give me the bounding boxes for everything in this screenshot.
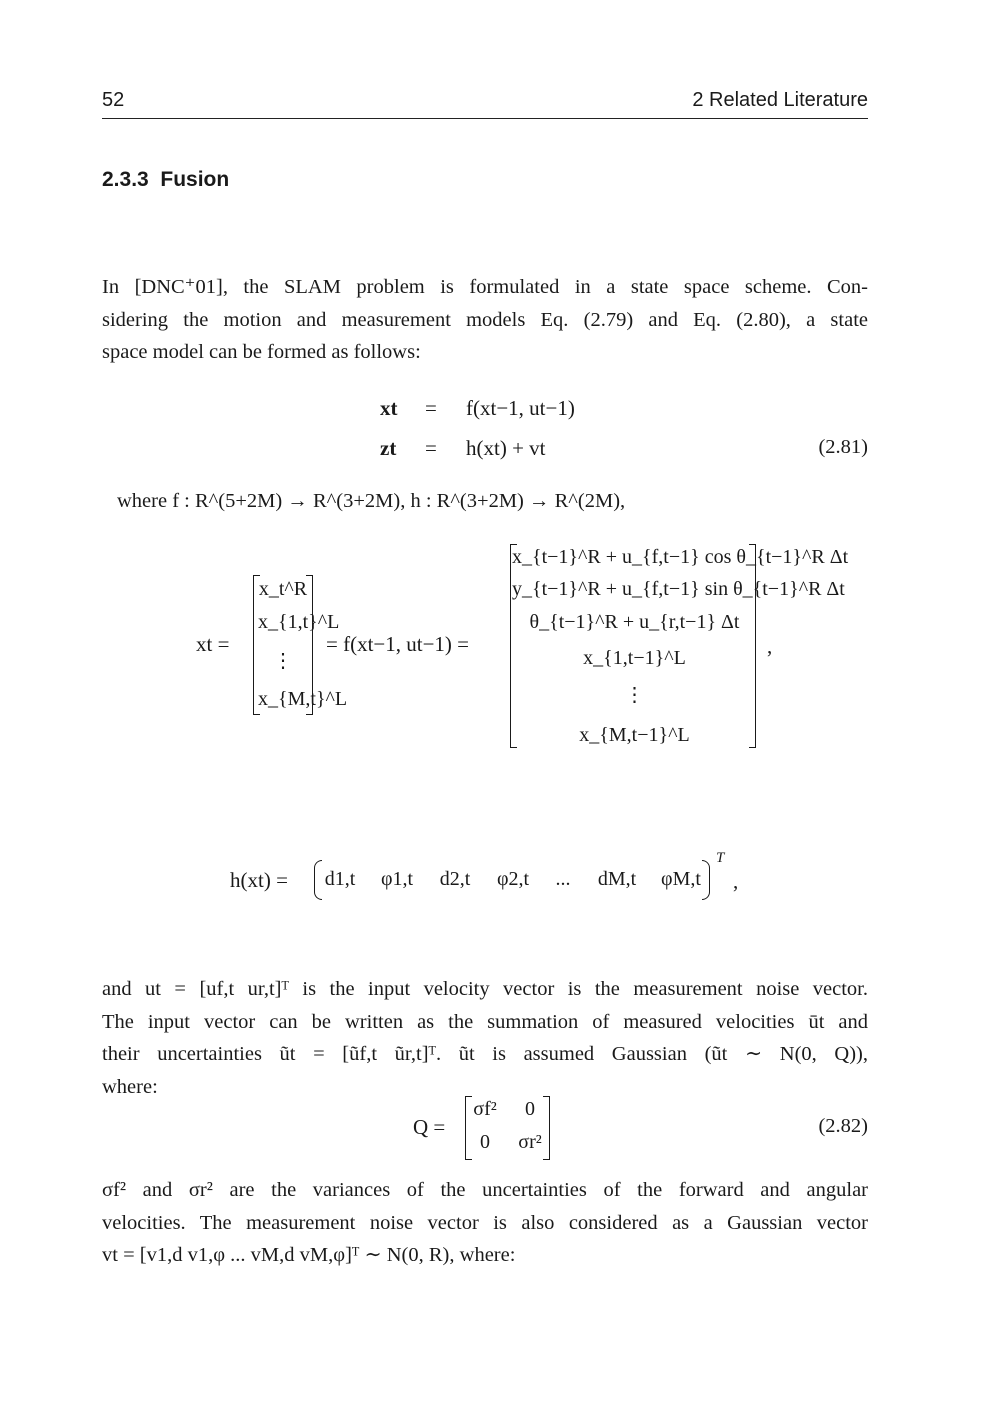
state-vector-lhs: xt = (196, 632, 230, 656)
right-bracket (306, 575, 313, 715)
eq281-line2-eq: = (425, 436, 437, 460)
h-entry: d2,t (439, 868, 471, 890)
para2-line1: and ut = [uf,t ur,t]ᵀ is the input velocity vector is the measurement noise vector. (102, 978, 868, 1000)
covariance-cell-zero: 0 (480, 1131, 490, 1153)
h-entry: φ1,t (380, 868, 414, 890)
motion-entry-landmark-1: x_{1,t−1}^L (583, 647, 686, 669)
para1-line1: In [DNC⁺01], the SLAM problem is formulated in a state space scheme. Con- (102, 276, 868, 298)
h-entry: φM,t (661, 868, 701, 890)
h-entry: dM,t (597, 868, 637, 890)
h-entry: d1,t (324, 868, 356, 890)
paragraph-variances (102, 1174, 868, 1272)
eq281-line1-lhs: xt (380, 396, 398, 420)
section-heading (102, 168, 229, 192)
paragraph-intro (102, 271, 868, 369)
motion-entry-y: y_{t−1}^R + u_{f,t−1} sin θ_{t−1}^R Δt (512, 578, 845, 600)
para2-line3: their uncertainties ũt = [ũf,t ũr,t]ᵀ. ũt is assumed Gaussian (ũt ∼ N(0, Q)), (102, 1043, 868, 1065)
section-title: Fusion (160, 168, 230, 191)
covariance-cell-sigma-f: σf² (473, 1098, 497, 1120)
section-number: 2.3.3 (102, 168, 149, 191)
para3-line1: σf² and σr² are the variances of the uncertainties of the forward and angular (102, 1179, 868, 1201)
para2-line2: The input vector can be written as the summation of measured velocities ūt and (102, 1010, 868, 1033)
covariance-cell-zero: 0 (525, 1098, 535, 1120)
covariance-lhs: Q = (413, 1115, 446, 1139)
eq281-line2-rhs: h(xt) + vt (466, 436, 546, 460)
para2-line4: where: (102, 1075, 158, 1098)
state-entry-landmark-1: x_{1,t}^L (258, 611, 340, 633)
h-entry: ... (555, 868, 571, 890)
para3-line3: vt = [v1,d v1,φ ... vM,d vM,φ]ᵀ ∼ N(0, R), where: (102, 1244, 516, 1266)
left-bracket (510, 544, 517, 748)
equation-number-2-82: (2.82) (818, 1115, 868, 1137)
h-entry: φ2,t (496, 868, 530, 890)
state-entry-dots: ⋮ (273, 650, 293, 672)
right-bracket (702, 860, 710, 900)
covariance-cell-sigma-r: σr² (518, 1131, 542, 1153)
state-entry-landmark-M: x_{M,t}^L (258, 688, 348, 710)
h-vector-comma: , (733, 869, 739, 893)
eq281-line2-lhs: zt (380, 436, 397, 460)
eq281-line1-eq: = (425, 396, 437, 420)
right-bracket (749, 544, 756, 748)
running-header: 2 Related Literature (692, 89, 868, 111)
where-clause: where f : R^(5+2M) → R^(3+2M), h : R^(3+2M) → R^(2M), (117, 490, 626, 512)
page-number: 52 (102, 89, 125, 111)
equation-number-2-81: (2.81) (818, 436, 868, 458)
state-entry-robot: x_t^R (258, 578, 308, 600)
right-bracket (543, 1096, 550, 1160)
paragraph-input-vector (102, 973, 868, 1103)
motion-entry-landmark-M: x_{M,t−1}^L (579, 724, 690, 746)
motion-entry-dots: ⋮ (624, 684, 645, 706)
state-vector-middle: = f(xt−1, ut−1) = (326, 632, 470, 656)
para1-line2: sidering the motion and measurement models Eq. (2.79) and Eq. (2.80), a state (102, 308, 868, 331)
motion-entry-theta: θ_{t−1}^R + u_{r,t−1} Δt (529, 611, 740, 633)
eq281-line1-rhs: f(xt−1, ut−1) (466, 396, 575, 420)
state-vector-comma: , (767, 634, 773, 658)
transpose-mark: T (716, 850, 725, 866)
h-vector-lhs: h(xt) = (230, 868, 288, 892)
para1-line3: space model can be formed as follows: (102, 341, 421, 363)
para3-line2: velocities. The measurement noise vector is also considered as a Gaussian vector (102, 1211, 868, 1234)
motion-entry-x: x_{t−1}^R + u_{f,t−1} cos θ_{t−1}^R Δt (512, 546, 849, 568)
header-rule (102, 118, 868, 119)
